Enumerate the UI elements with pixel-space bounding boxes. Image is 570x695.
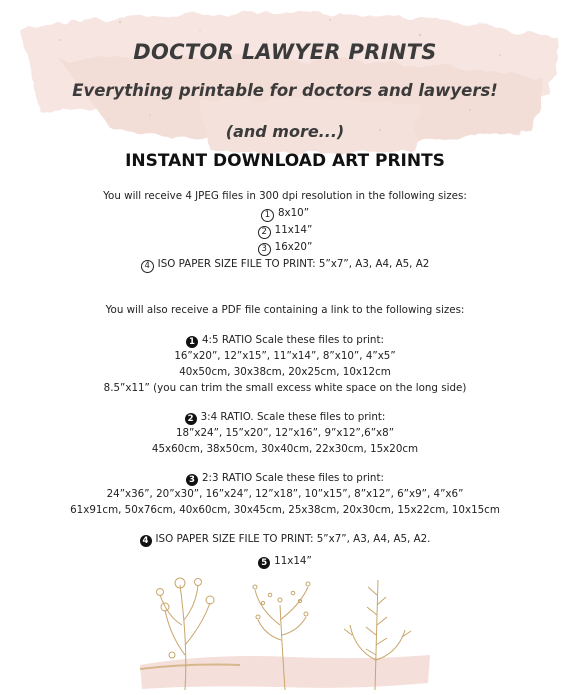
jpeg-item: [0, 205, 570, 222]
number-badge: 3: [186, 474, 198, 486]
pdf-size-line: 8.5”x11” (you can trim the small excess white space on the long side): [103, 382, 467, 394]
group-title-text: 11x14”: [274, 555, 312, 567]
jpeg-item: [0, 222, 570, 239]
pdf-size-line: 61x91cm, 50x76cm, 40x60cm, 30x45cm, 25x38cm, 20x30cm, 15x22cm, 10x15cm: [70, 504, 500, 516]
jpeg-item-text: 16x20”: [274, 241, 313, 253]
jpeg-item-text: 8x10”: [277, 207, 310, 219]
gold-botanical-illustration: [130, 565, 440, 695]
jpeg-item-text: 11x14”: [274, 224, 313, 236]
jpeg-item: [0, 239, 570, 256]
number-badge: 4: [140, 535, 152, 547]
pdf-group-title: [0, 409, 570, 425]
number-badge: 2: [258, 226, 271, 239]
jpeg-section: [0, 188, 570, 273]
page-subtitle: Everything printable for doctors and lawyers!: [72, 81, 498, 100]
number-badge: 1: [186, 336, 198, 348]
number-badge: 2: [185, 413, 197, 425]
group-title-text: ISO PAPER SIZE FILE TO PRINT: 5”x7”, A3, A4, A5, A2.: [155, 533, 431, 545]
group-title-text: 3:4 RATIO. Scale these files to print:: [200, 411, 386, 423]
and-more-text: (and more...): [225, 122, 345, 141]
pdf-size-line: 16”x20”, 12”x15”, 11”x14”, 8”x10”, 4”x5”: [174, 350, 396, 362]
pdf-size-line: 40x50cm, 30x38cm, 20x25cm, 10x12cm: [179, 366, 391, 378]
number-badge: 1: [261, 209, 274, 222]
jpeg-item: [0, 256, 570, 273]
pdf-intro: You will also receive a PDF file containing a link to the following sizes:: [105, 304, 465, 316]
pdf-size-line: 18”x24”, 15”x20”, 12”x16”, 9”x12”,6”x8”: [175, 427, 395, 439]
pdf-group-title: [0, 531, 570, 547]
pdf-size-line: 24”x36”, 20”x30”, 16”x24”, 12”x18”, 10”x15”, 8”x12”, 6”x9”, 4”x6”: [106, 488, 464, 500]
pdf-group-title: [0, 332, 570, 348]
section-heading: INSTANT DOWNLOAD ART PRINTS: [125, 151, 445, 171]
pdf-group-title: [0, 470, 570, 486]
number-badge: 3: [258, 243, 271, 256]
jpeg-item-text: ISO PAPER SIZE FILE TO PRINT: 5”x7”, A3, A4, A5, A2: [157, 258, 430, 270]
jpeg-intro: You will receive 4 JPEG files in 300 dpi resolution in the following sizes:: [103, 190, 467, 202]
number-badge: 5: [258, 557, 270, 569]
page-title: DOCTOR LAWYER PRINTS: [133, 40, 437, 64]
number-badge: 4: [141, 260, 154, 273]
group-title-text: 4:5 RATIO Scale these files to print:: [202, 334, 384, 346]
pdf-section: [0, 302, 570, 569]
pdf-size-line: 45x60cm, 38x50cm, 30x40cm, 22x30cm, 15x20cm: [151, 443, 419, 455]
group-title-text: 2:3 RATIO Scale these files to print:: [202, 472, 384, 484]
